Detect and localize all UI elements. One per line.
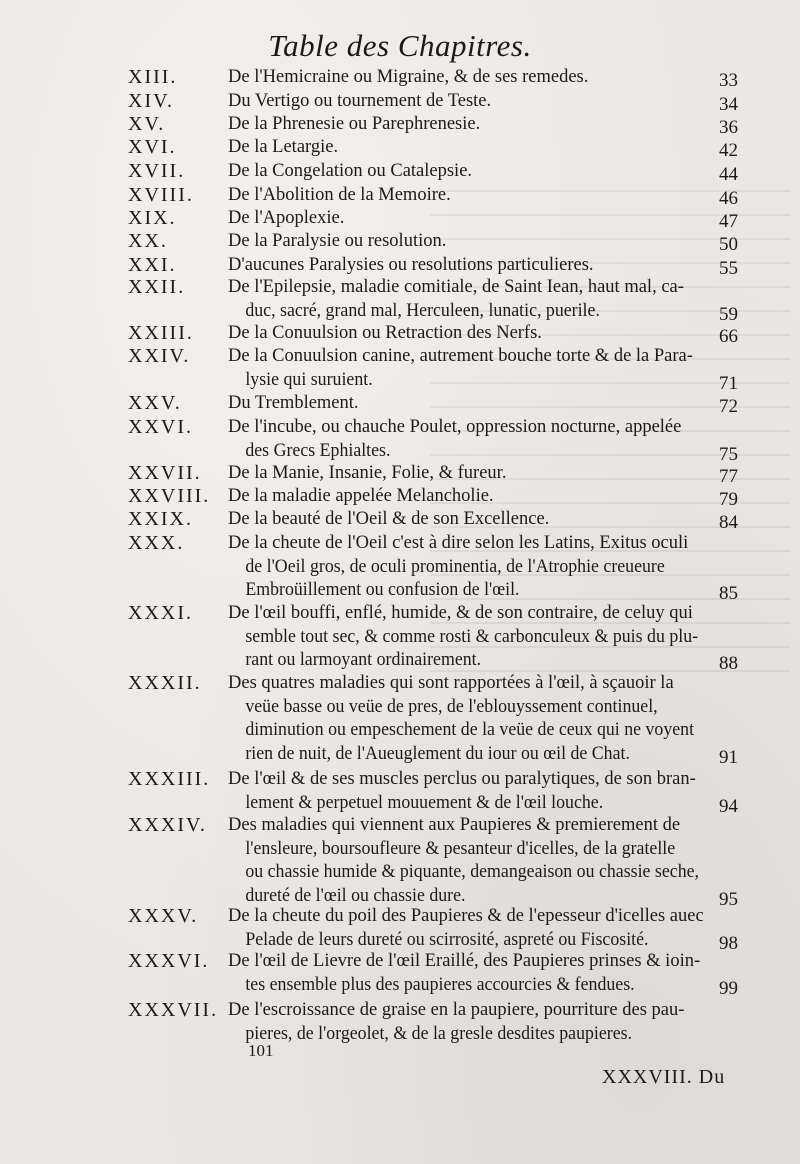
chapter-title-line: semble tout sec, & comme rosti & carbonculeux & puis du plu- (245, 626, 699, 647)
chapter-number: XXIII. (128, 322, 194, 344)
chapter-title-line: De la beauté de l'Oeil & de son Excellence. (228, 509, 550, 529)
chapter-title (228, 207, 733, 231)
page-number: 44 (719, 164, 738, 185)
chapter-title (228, 184, 733, 208)
chapter-title-line: pieres, de l'orgeolet, & de la gresle desdites paupieres. (245, 1023, 633, 1044)
page-number: 59 (719, 303, 738, 325)
chapter-title (228, 462, 733, 486)
chapter-number: XXVIII. (128, 485, 211, 507)
chapter-title-line: de l'Oeil gros, de oculi prominentia, de l'Atrophie creueure (245, 556, 665, 577)
chapter-title-line: tes ensemble plus des paupieres accourcies & fendues. (245, 974, 635, 995)
chapter-title-line: De la Manie, Insanie, Folie, & fureur. (228, 463, 507, 483)
page-number: 46 (719, 188, 738, 209)
chapter-number: XXXIV. (128, 814, 207, 836)
chapter-title (228, 90, 733, 114)
chapter-title-line: De la cheute de l'Oeil c'est à dire selon les Latins, Exitus oculi (228, 533, 689, 553)
chapter-number: XXXI. (128, 602, 193, 624)
page-number: 77 (719, 466, 738, 487)
chapter-title-line: De l'escroissance de graise en la paupiere, pourriture des pau- (228, 1000, 685, 1020)
chapter-number: XX. (128, 230, 168, 252)
chapter-title-line: De l'œil de Lievre de l'œil Eraillé, des Paupieres prinses & ioin- (228, 951, 701, 971)
chapter-title (228, 392, 733, 416)
chapter-title-line: Des quatres maladies qui sont rapportées à l'œil, à sçauoir la (228, 673, 674, 693)
chapter-title (228, 160, 733, 184)
page-number: 94 (719, 795, 738, 817)
page-number: 66 (719, 326, 738, 347)
chapter-title-line: Du Tremblement. (228, 393, 359, 413)
catchword: XXXVIII. Du (602, 1066, 726, 1088)
chapter-title (228, 508, 733, 532)
chapter-title (228, 416, 733, 463)
page-number: 79 (719, 489, 738, 510)
chapter-number: XXXVI. (128, 950, 210, 972)
chapter-title (228, 136, 733, 160)
chapter-title-line: diminution ou empeschement de la veüe de ceux qui ne voyent (245, 720, 695, 741)
chapter-title-line: De la Conuulsion canine, autrement bouche torte & de la Para- (228, 346, 693, 366)
page-number: 42 (719, 140, 738, 161)
chapter-title (228, 768, 733, 815)
page-number: 34 (719, 94, 738, 115)
chapter-title-line: De l'œil bouffi, enflé, humide, & de son contraire, de celuy qui (228, 603, 693, 623)
page-number: 91 (719, 747, 738, 769)
page-number: 71 (719, 372, 738, 394)
chapter-number: XIX. (128, 207, 177, 229)
chapter-title-line: rant ou larmoyant ordinairement. (245, 650, 482, 671)
chapter-title-line: De l'Abolition de la Memoire. (228, 185, 451, 205)
page-number: 33 (719, 70, 738, 91)
chapter-title-line: De la Phrenesie ou Parephrenesie. (228, 114, 481, 134)
page-number: 98 (719, 932, 738, 954)
chapter-title (228, 905, 733, 952)
chapter-title (228, 532, 733, 603)
chapter-number: XXII. (128, 276, 186, 298)
page-number: 85 (719, 583, 738, 605)
page-number: 47 (719, 211, 738, 232)
chapter-title (228, 66, 733, 90)
chapter-title-line: De la cheute du poil des Paupieres & de l'epesseur d'icelles auec (228, 906, 704, 926)
chapter-number: XXXVII. (128, 999, 219, 1021)
chapter-title-line: De l'Apoplexie. (228, 208, 345, 228)
chapter-number: XXVI. (128, 416, 193, 438)
chapter-number: XXVII. (128, 462, 202, 484)
chapter-title-line: De l'Hemicraine ou Migraine, & de ses remedes. (228, 67, 589, 87)
chapter-number: XVIII. (128, 184, 194, 206)
chapter-title-line: duc, sacré, grand mal, Herculeen, lunatic, puerile. (245, 300, 600, 321)
page-number: 50 (719, 234, 738, 255)
chapter-title-line: Des maladies qui viennent aux Paupieres & premierement de (228, 815, 681, 835)
chapter-title-line: rien de nuit, de l'Aueuglement du iour ou œil de Chat. (245, 744, 630, 765)
chapter-number: XXXIII. (128, 768, 211, 790)
chapter-title-line: De la Letargie. (228, 137, 339, 157)
chapter-title (228, 950, 733, 997)
page-number: 55 (719, 258, 738, 279)
chapter-title-line: De la Congelation ou Catalepsie. (228, 161, 473, 181)
page-number: 84 (719, 512, 738, 533)
chapter-title (228, 276, 733, 323)
chapter-title-line: De l'Epilepsie, maladie comitiale, de Saint Iean, haut mal, ca- (228, 277, 684, 297)
chapter-title-line: veüe basse ou veüe de pres, de l'eblouyssement continuel, (245, 696, 658, 717)
page-number: 72 (719, 396, 738, 417)
chapter-title (228, 113, 733, 137)
chapter-number: XXV. (128, 392, 182, 414)
chapter-number: XXX. (128, 532, 185, 554)
chapter-title-line: ou chassie humide & piquante, demangeaison ou chassie seche, (245, 862, 700, 883)
chapter-title (228, 485, 733, 509)
page-number: 95 (719, 889, 738, 911)
chapter-title (228, 322, 733, 346)
chapter-number: XXIV. (128, 345, 191, 367)
chapter-title-line: De l'œil & de ses muscles perclus ou paralytiques, de son bran- (228, 769, 696, 789)
chapter-title (228, 602, 733, 673)
chapter-number: XIII. (128, 66, 178, 88)
chapter-title-line: Du Vertigo ou tournement de Teste. (228, 91, 492, 111)
page-number: 88 (719, 653, 738, 675)
chapter-title (228, 230, 733, 254)
chapter-title-line: De la Paralysie ou resolution. (228, 231, 447, 251)
page-number: 36 (719, 117, 738, 138)
chapter-title-line: Embroüillement ou confusion de l'œil. (245, 580, 520, 601)
chapter-title (228, 345, 733, 392)
chapter-title-line: De la maladie appelée Melancholie. (228, 486, 494, 506)
page-number: 99 (719, 977, 738, 999)
chapter-title (228, 999, 733, 1046)
chapter-title (228, 672, 733, 767)
chapter-title-line: lement & perpetuel mouuement & de l'œil louche. (245, 792, 604, 813)
chapter-number: XVII. (128, 160, 186, 182)
chapter-title-line: dureté de l'œil ou chassie dure. (245, 886, 466, 907)
chapter-number: XXXV. (128, 905, 199, 927)
page-title: Table des Chapitres. (268, 28, 532, 63)
chapter-title (228, 814, 733, 909)
chapter-number: XIV. (128, 90, 174, 112)
chapter-title-line: l'ensleure, boursoufleure & pesanteur d'icelles, de la gratelle (245, 838, 676, 859)
chapter-title-line: D'aucunes Paralysies ou resolutions particulieres. (228, 255, 594, 275)
chapter-title-line: lysie qui suruient. (245, 369, 373, 390)
page-number-footer: 101 (248, 1041, 274, 1060)
chapter-number: XXXII. (128, 672, 202, 694)
chapter-number: XXI. (128, 254, 177, 276)
chapter-title-line: De l'incube, ou chauche Poulet, oppression nocturne, appelée (228, 417, 682, 437)
chapter-title-line: des Grecs Ephialtes. (245, 440, 391, 461)
chapter-number: XVI. (128, 136, 177, 158)
chapter-title-line: De la Conuulsion ou Retraction des Nerfs. (228, 323, 542, 343)
chapter-title (228, 254, 733, 278)
chapter-title-line: Pelade de leurs dureté ou scirrosité, aspreté ou Fiscosité. (245, 929, 649, 950)
chapter-number: XXIX. (128, 508, 193, 530)
chapter-number: XV. (128, 113, 166, 135)
page-number: 75 (719, 443, 738, 465)
